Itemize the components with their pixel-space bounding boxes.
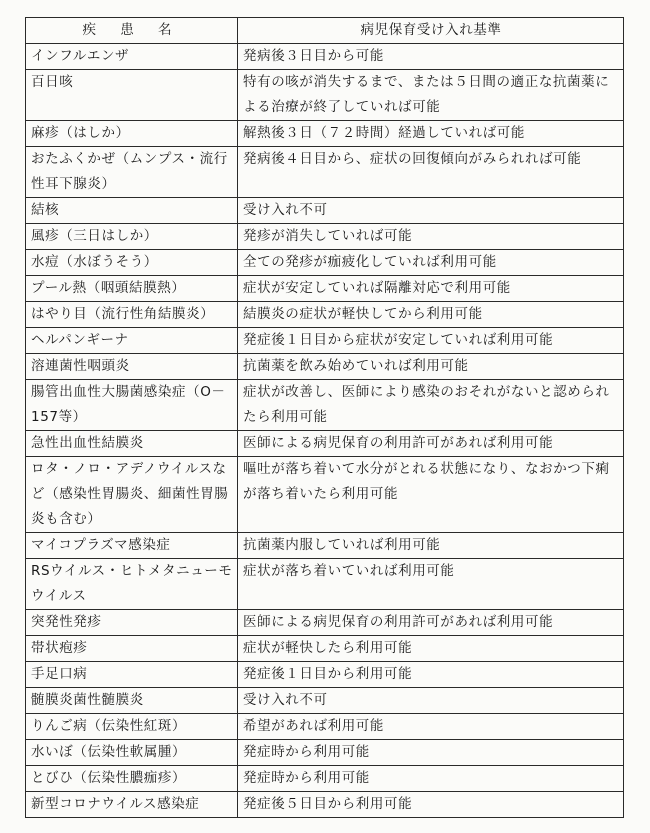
disease-cell: 風疹（三日はしか） (26, 224, 238, 250)
criteria-cell: 受け入れ不可 (238, 198, 624, 224)
table-row (26, 792, 624, 818)
criteria-cell: 発症時から利用可能 (238, 740, 624, 766)
table-row (26, 44, 624, 70)
disease-cell: ロタ・ノロ・アデノウイルスなど（感染性胃腸炎、細菌性胃腸炎も含む） (26, 457, 238, 533)
disease-cell: インフルエンザ (26, 44, 238, 70)
table-row (26, 636, 624, 662)
disease-cell: 百日咳 (26, 70, 238, 121)
table-row (26, 354, 624, 380)
disease-cell: 急性出血性結膜炎 (26, 431, 238, 457)
table-row (26, 766, 624, 792)
criteria-cell: 発症時から利用可能 (238, 766, 624, 792)
criteria-cell: 医師による病児保育の利用許可があれば利用可能 (238, 610, 624, 636)
criteria-cell: 発症後１日目から症状が安定していれば利用可能 (238, 328, 624, 354)
disease-cell: 水痘（水ぼうそう） (26, 250, 238, 276)
criteria-cell: 症状が改善し、医師により感染のおそれがないと認められたら利用可能 (238, 380, 624, 431)
table-row (26, 121, 624, 147)
table-row (26, 250, 624, 276)
header-disease-name: 疾 患 名 (26, 18, 238, 44)
table-row (26, 198, 624, 224)
criteria-cell: 発疹が消失していれば可能 (238, 224, 624, 250)
criteria-cell: 抗菌薬内服していれば利用可能 (238, 533, 624, 559)
criteria-cell: 嘔吐が落ち着いて水分がとれる状態になり、なおかつ下痢が落ち着いたら利用可能 (238, 457, 624, 533)
criteria-cell: 発症後５日目から利用可能 (238, 792, 624, 818)
disease-cell: 麻疹（はしか） (26, 121, 238, 147)
disease-cell: はやり目（流行性角結膜炎） (26, 302, 238, 328)
disease-cell: りんご病（伝染性紅斑） (26, 714, 238, 740)
disease-cell: 髄膜炎菌性髄膜炎 (26, 688, 238, 714)
criteria-cell: 症状が軽快したら利用可能 (238, 636, 624, 662)
criteria-cell: 発症後１日目から利用可能 (238, 662, 624, 688)
disease-cell: マイコプラズマ感染症 (26, 533, 238, 559)
table-row (26, 380, 624, 431)
disease-cell: 新型コロナウイルス感染症 (26, 792, 238, 818)
criteria-cell: 発病後３日目から可能 (238, 44, 624, 70)
disease-cell: とびひ（伝染性膿痂疹） (26, 766, 238, 792)
table-row (26, 714, 624, 740)
table-row (26, 224, 624, 250)
table-row (26, 688, 624, 714)
disease-cell: ヘルパンギーナ (26, 328, 238, 354)
criteria-cell: 受け入れ不可 (238, 688, 624, 714)
table-row (26, 559, 624, 610)
table-row (26, 302, 624, 328)
disease-cell: 手足口病 (26, 662, 238, 688)
criteria-cell: 全ての発疹が痂疲化していれば利用可能 (238, 250, 624, 276)
disease-cell: 突発性発疹 (26, 610, 238, 636)
table-row (26, 328, 624, 354)
criteria-cell: 症状が落ち着いていれば利用可能 (238, 559, 624, 610)
disease-cell: 帯状疱疹 (26, 636, 238, 662)
criteria-cell: 特有の咳が消失するまで、または５日間の適正な抗菌薬による治療が終了していれば可能 (238, 70, 624, 121)
criteria-cell: 医師による病児保育の利用許可があれば利用可能 (238, 431, 624, 457)
disease-cell: 結核 (26, 198, 238, 224)
table-row (26, 662, 624, 688)
table-row (26, 457, 624, 533)
header-admission-criteria: 病児保育受け入れ基準 (238, 18, 624, 44)
criteria-cell: 症状が安定していれば隔離対応で利用可能 (238, 276, 624, 302)
table-row (26, 276, 624, 302)
table-row (26, 147, 624, 198)
admission-criteria-table (25, 17, 624, 818)
table-row (26, 70, 624, 121)
disease-cell: 水いぼ（伝染性軟属腫） (26, 740, 238, 766)
criteria-cell: 解熱後３日（７２時間）経過していれば可能 (238, 121, 624, 147)
criteria-document (25, 17, 623, 818)
disease-cell: おたふくかぜ（ムンプス・流行性耳下腺炎） (26, 147, 238, 198)
table-row (26, 610, 624, 636)
disease-cell: 溶連菌性咽頭炎 (26, 354, 238, 380)
criteria-cell: 抗菌薬を飲み始めていれば利用可能 (238, 354, 624, 380)
disease-cell: 腸管出血性大腸菌感染症（O－157等） (26, 380, 238, 431)
table-header-row (26, 18, 624, 44)
criteria-cell: 結膜炎の症状が軽快してから利用可能 (238, 302, 624, 328)
disease-cell: プール熱（咽頭結膜熱） (26, 276, 238, 302)
table-row (26, 533, 624, 559)
disease-cell: RSウイルス・ヒトメタニューモウイルス (26, 559, 238, 610)
criteria-cell: 発病後４日目から、症状の回復傾向がみられれば可能 (238, 147, 624, 198)
criteria-cell: 希望があれば利用可能 (238, 714, 624, 740)
table-row (26, 740, 624, 766)
table-row (26, 431, 624, 457)
